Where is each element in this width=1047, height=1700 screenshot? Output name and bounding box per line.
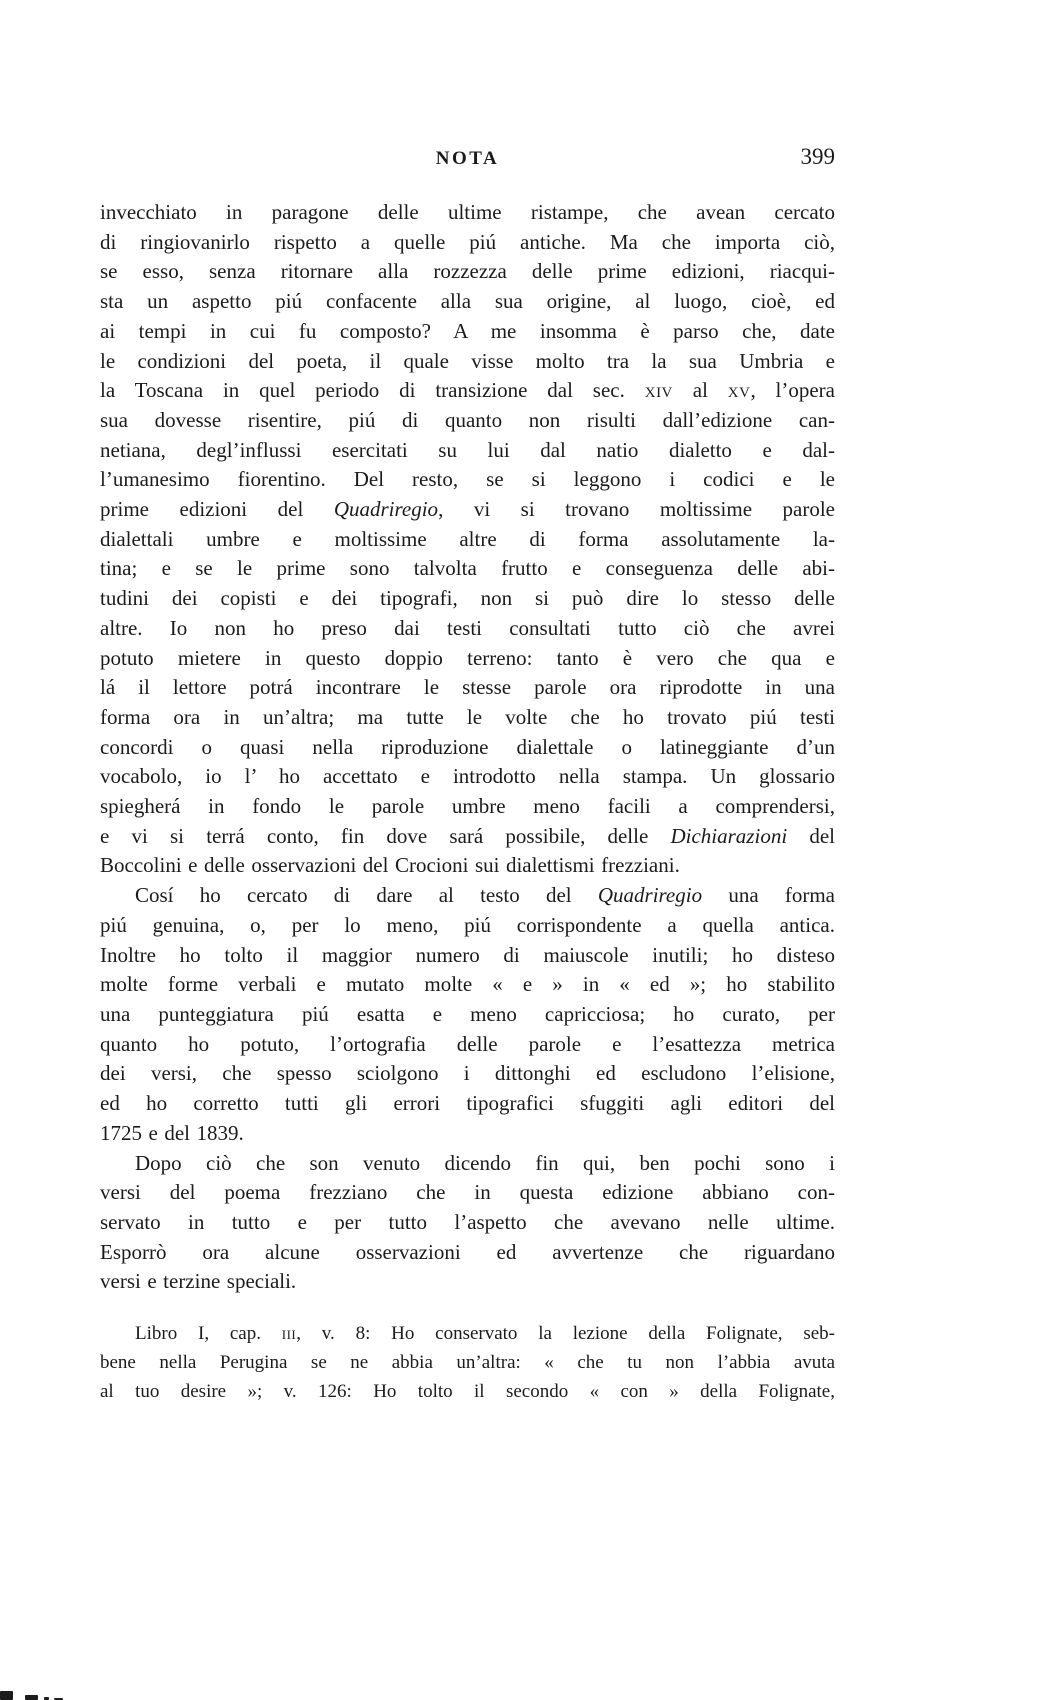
italic-text: Quadriregio [597, 883, 703, 908]
text-line [100, 525, 835, 555]
scan-artifact [25, 1695, 38, 1700]
text-segment: l’umanesimo fiorentino. Del resto, se si leggono i codici e le [100, 467, 835, 492]
text-line [100, 465, 835, 495]
text-line [100, 881, 835, 911]
text-line [100, 1059, 835, 1089]
text-block [100, 198, 835, 1406]
text-line [100, 733, 835, 763]
page-header [100, 144, 835, 172]
text-line [100, 495, 835, 525]
text-segment: tudini dei copisti e dei tipografi, non si può dire lo stesso delle [100, 586, 835, 611]
text-segment: al [672, 378, 728, 403]
text-line [100, 1377, 835, 1406]
text-segment: Libro I, cap. [135, 1323, 282, 1345]
smallcaps-text: xiv [644, 378, 673, 403]
text-segment: concordi o quasi nella riproduzione dialettale o latineggiante d’un [100, 734, 835, 759]
text-segment: quanto ho potuto, l’ortografia delle parole e l’esattezza metrica [100, 1031, 835, 1056]
text-line [100, 911, 835, 941]
text-line [100, 1119, 835, 1149]
text-line [100, 1208, 835, 1238]
italic-text: Quadriregio [333, 497, 439, 522]
text-segment: una punteggiatura piú esatta e meno capricciosa; ho curato, per [100, 1001, 835, 1026]
text-segment: se esso, senza ritornare alla rozzezza delle prime edizioni, riacqui- [100, 259, 835, 284]
text-segment: 1725 e del 1839. [100, 1120, 244, 1145]
text-segment: sua dovesse risentire, piú di quanto non risulti dall’edizione can- [100, 407, 835, 432]
text-segment: altre. Io non ho preso dai testi consultati tutto ciò che avrei [100, 615, 835, 640]
text-segment: versi e terzine speciali. [100, 1269, 297, 1294]
text-segment: una forma [702, 883, 836, 908]
text-segment: , vi si trovano moltissime parole [438, 497, 835, 522]
paragraph [100, 881, 835, 1148]
text-line [100, 198, 835, 228]
italic-text: Dichiarazioni [670, 823, 788, 848]
text-segment: , v. 8: Ho conservato la lezione della Folignate, seb- [296, 1323, 835, 1345]
text-line [100, 376, 835, 406]
text-segment: del [787, 823, 835, 848]
scan-artifact [0, 1691, 13, 1700]
text-segment: spiegherá in fondo le parole umbre meno facili a comprendersi, [100, 794, 835, 819]
text-segment: al tuo desire »; v. 126: Ho tolto il secondo « con » della Folignate, [100, 1381, 835, 1403]
text-line [100, 287, 835, 317]
text-segment: forma ora in un’altra; ma tutte le volte che ho trovato piú testi [100, 704, 835, 729]
text-line [100, 1178, 835, 1208]
text-segment: di ringiovanirlo rispetto a quelle piú antiche. Ma che importa ciò, [100, 229, 835, 254]
text-line [100, 762, 835, 792]
text-line [100, 941, 835, 971]
text-segment: Esporrò ora alcune osservazioni ed avvertenze che riguardano [100, 1239, 835, 1264]
text-line [100, 554, 835, 584]
text-line [100, 1089, 835, 1119]
text-segment: ai tempi in cui fu composto? A me insomma è parso che, date [100, 318, 835, 343]
text-segment: Cosí ho cercato di dare al testo del [135, 883, 598, 908]
paragraph [100, 1319, 835, 1406]
text-segment: prime edizioni del [100, 497, 334, 522]
paragraph [100, 198, 835, 881]
text-segment: molte forme verbali e mutato molte « e » in « ed »; ho stabilito [100, 972, 835, 997]
text-line [100, 228, 835, 258]
text-segment: servato in tutto e per tutto l’aspetto che avevano nelle ultime. [100, 1209, 835, 1234]
text-segment: netiana, degl’influssi esercitati su lui dal natio dialetto e dal- [100, 437, 835, 462]
text-line [100, 1319, 835, 1348]
text-segment: dei versi, che spesso sciolgono i dittonghi ed escludono l’elisione, [100, 1061, 835, 1086]
text-segment: e vi si terrá conto, fin dove sará possibile, delle [100, 823, 671, 848]
text-line [100, 1267, 835, 1297]
text-line [100, 257, 835, 287]
text-line [100, 970, 835, 1000]
text-segment: Dopo ciò che son venuto dicendo fin qui, ben pochi sono i [135, 1150, 835, 1175]
text-segment: versi del poema frezziano che in questa edizione abbiano con- [100, 1180, 835, 1205]
smallcaps-text: iii [281, 1323, 297, 1345]
text-segment: ed ho corretto tutti gli errori tipografici sfuggiti agli editori del [100, 1091, 835, 1116]
text-line [100, 1149, 835, 1179]
text-line [100, 851, 835, 881]
text-line [100, 1348, 835, 1377]
smallcaps-text: xv [727, 378, 751, 403]
text-segment: potuto mietere in questo doppio terreno: tanto è vero che qua e [100, 645, 835, 670]
text-line [100, 406, 835, 436]
text-segment: la Toscana in quel periodo di transizione dal sec. [100, 378, 645, 403]
text-line [100, 1030, 835, 1060]
paragraph [100, 1149, 835, 1298]
text-segment: bene nella Perugina se ne abbia un’altra: « che tu non l’abbia avuta [100, 1352, 835, 1374]
text-segment: invecchiato in paragone delle ultime ristampe, che avean cercato [100, 200, 835, 224]
text-segment: Boccolini e delle osservazioni del Crocioni sui dialettismi frezziani. [100, 853, 680, 878]
text-segment: tina; e se le prime sono talvolta frutto e conseguenza delle abi- [100, 556, 835, 581]
text-line [100, 347, 835, 377]
text-segment: le condizioni del poeta, il quale visse molto tra la sua Umbria e [100, 348, 835, 373]
page-number: 399 [800, 144, 835, 169]
text-segment: Inoltre ho tolto il maggior numero di maiuscole inutili; ho disteso [100, 942, 835, 967]
text-segment: dialettali umbre e moltissime altre di forma assolutamente la- [100, 526, 835, 551]
text-segment: piú genuina, o, per lo meno, piú corrispondente a quella antica. [100, 912, 835, 937]
text-line [100, 673, 835, 703]
text-line [100, 436, 835, 466]
text-line [100, 822, 835, 852]
text-segment: vocabolo, io l’ ho accettato e introdotto nella stampa. Un glossario [100, 764, 835, 789]
text-line [100, 792, 835, 822]
text-line [100, 1000, 835, 1030]
text-line [100, 614, 835, 644]
text-line [100, 584, 835, 614]
text-line [100, 644, 835, 674]
text-segment: sta un aspetto piú confacente alla sua origine, al luogo, cioè, ed [100, 289, 835, 314]
text-line [100, 1238, 835, 1268]
text-segment: lá il lettore potrá incontrare le stesse parole ora riprodotte in una [100, 675, 835, 700]
text-line [100, 317, 835, 347]
text-line [100, 703, 835, 733]
running-head-title: NOTA [435, 148, 500, 169]
text-segment: , l’opera [750, 378, 835, 403]
